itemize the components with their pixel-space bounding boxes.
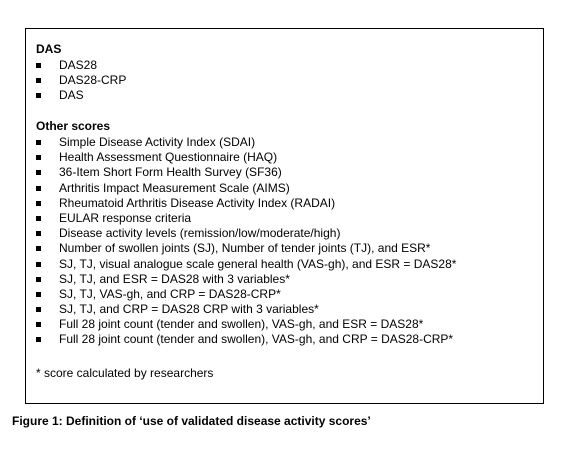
bullet-icon <box>36 262 41 267</box>
footnote: * score calculated by researchers <box>36 366 214 380</box>
bullet-icon <box>36 170 41 175</box>
figure-caption: Figure 1: Definition of ‘use of validated disease activity scores’ <box>12 414 371 428</box>
bullet-icon <box>36 292 41 297</box>
definition-box: DAS DAS28 DAS28-CRP DAS Other scores Simple Disease Activity Index (SDAI) Health Assessment Questionnaire (HAQ) 36-Item Short Form Health Survey (SF36) Arthritis Impact Measurement Scale (AIMS) Rheumatoid Arthritis Disease Activity Index (RADAI) EULAR response criteria Disease activity levels (remission/low/moderate/high) Number of swollen joints (SJ), Number of tender joints (TJ), and ESR* SJ, TJ, visual analogue scale general health (VAS-gh), and ESR = DAS28* SJ, TJ, and ESR = DAS28 with 3 variables* SJ, TJ, VAS-gh, and CRP = DAS28-CRP* SJ, TJ, and CRP = DAS28 CRP with 3 variables* Full 28 joint count (tender and swollen), VAS-gh, and ESR = DAS28* Full 28 joint count (tender and swollen), VAS-gh, and CRP = DAS28-CRP* * score calculated by researchers <box>25 28 544 404</box>
bullet-icon <box>36 78 41 83</box>
bullet-icon <box>36 201 41 206</box>
other-scores-heading: Other scores <box>36 119 111 133</box>
bullet-icon <box>36 322 41 327</box>
bullet-icon <box>36 337 41 342</box>
bullet-icon <box>36 216 41 221</box>
bullet-icon <box>36 246 41 251</box>
bullet-icon <box>36 231 41 236</box>
bullet-icon <box>36 155 41 160</box>
bullet-icon <box>36 277 41 282</box>
bullet-icon <box>36 140 41 145</box>
bullet-icon <box>36 186 41 191</box>
bullet-icon <box>36 63 41 68</box>
das-heading: DAS <box>36 42 62 56</box>
bullet-icon <box>36 93 41 98</box>
bullet-icon <box>36 307 41 312</box>
